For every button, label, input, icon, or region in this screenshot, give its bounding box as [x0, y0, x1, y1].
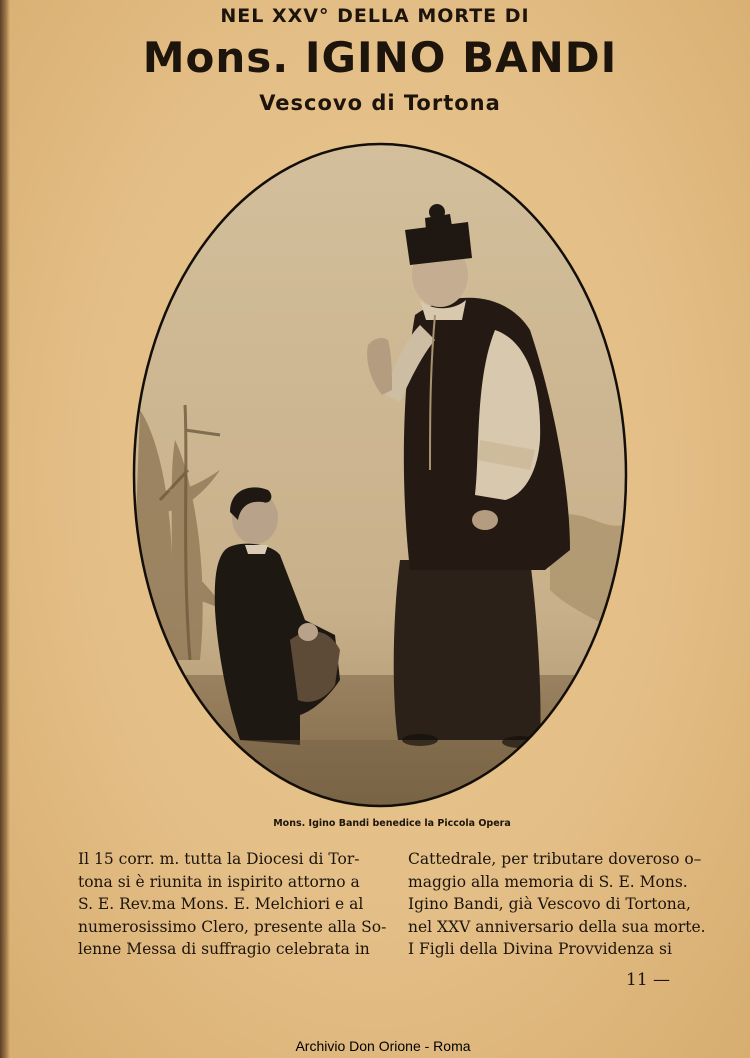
- photo-caption: Mons. Igino Bandi benedice la Piccola Opera: [273, 818, 511, 829]
- body-line: Il 15 corr. m. tutta la Diocesi di Tor-: [78, 850, 360, 868]
- body-line: I Figli della Divina Provvidenza si: [408, 940, 672, 958]
- body-line: S. E. Rev.ma Mons. E. Melchiori e al: [78, 895, 364, 913]
- body-line: Igino Bandi, già Vescovo di Tortona,: [408, 895, 691, 913]
- archive-footer: Archivio Don Orione - Roma: [295, 1038, 471, 1054]
- body-line: numerosissimo Clero, presente alla So-: [78, 917, 387, 936]
- body-line: lenne Messa di suffragio celebrata in: [78, 940, 370, 958]
- page-title: Mons. IGINO BANDI: [142, 33, 618, 82]
- body-line: Cattedrale, per tributare doveroso o–: [408, 850, 702, 868]
- page-number: 11 —: [626, 970, 671, 990]
- body-column-left: [78, 848, 387, 961]
- body-column-right: [408, 848, 704, 961]
- binding-gutter: [0, 0, 10, 1058]
- body-line: tona si è riunita in ispirito attorno a: [78, 872, 360, 891]
- body-line: nel XXV anniversario della sua morte.: [408, 917, 706, 936]
- oval-photograph: [130, 140, 630, 810]
- body-line: maggio alla memoria di S. E. Mons.: [408, 872, 688, 891]
- page-subtitle: Vescovo di Tortona: [259, 91, 501, 115]
- header-kicker: NEL XXV° DELLA MORTE DI: [220, 5, 530, 27]
